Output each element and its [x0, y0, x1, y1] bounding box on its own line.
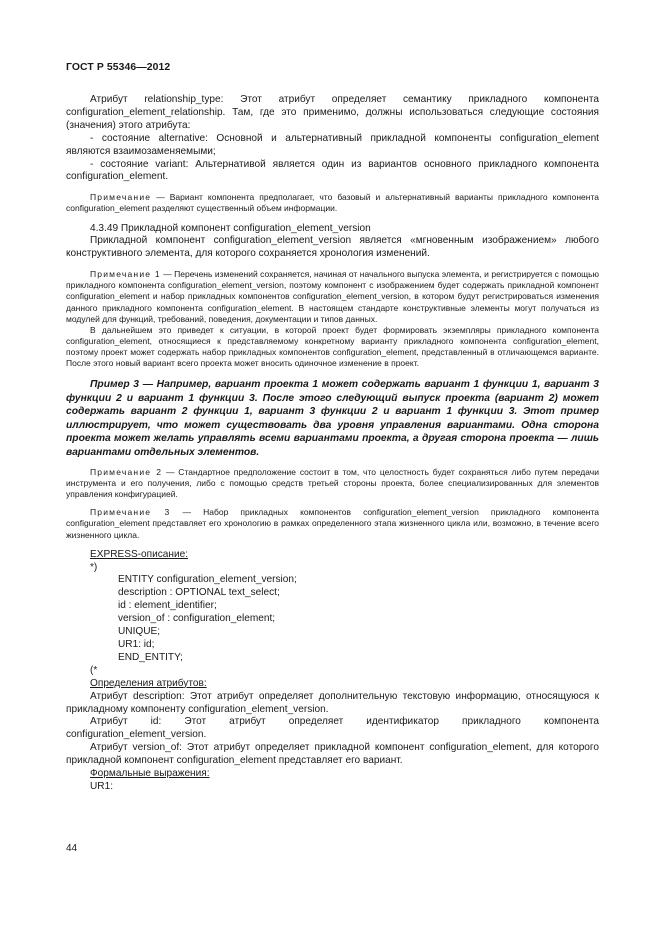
note-text: — Вариант компонента предполагает, что базовый и альтернативный варианты прикладного компонента configuration_element разделяют существенный объем информации. [66, 192, 599, 214]
code-line: UR1: id; [118, 639, 155, 650]
attr-heading [66, 678, 599, 691]
express-heading [66, 549, 599, 562]
note-2 [66, 467, 599, 500]
standard-header: ГОСТ Р 55346—2012 [66, 62, 171, 73]
formal-heading [66, 768, 599, 781]
note-3 [66, 507, 599, 540]
note-1-continuation: В дальнейшем это приведет к ситуации, в которой проект будет формировать экземпляры прикладного компонента configuration_element, относящиеся к представляемому конкретному варианту прикладного компонента configuration_element, поэтому проект может содержать набор прикладных компонентов configuration_element, представленный в отличающемся варианте. После этого новый вариант всего проекта может вносить одиночное изменение в проект. [66, 324, 599, 368]
note-text: — Набор прикладных компонентов configuration_element_version прикладного компонента configuration_element представляет его хронологию в рамках определенного этапа жизненного цикла или, возможно, в течение всего жизненного цикла. [66, 507, 599, 540]
code-line: UNIQUE; [118, 626, 161, 638]
note-text: — Перечень изменений сохраняется, начиная от начального выпуска элемента, и регистрируется с помощью прикладного компонента configuration_element_version, поэтому компонент с изображением будет содержать прикладной компонент configuration_element и набор прикладных компонентов configuration_element_version, в котором будут регистрироваться изменения данного прикладного компонента configuration_element. В настоящем стандарте конструктивные элементы могут получаться из модулей для функций, требований, поведения, документации и типов данных. [66, 269, 599, 324]
code-line: version_of : configuration_element; [118, 613, 276, 625]
example-3: Пример 3 — Например, вариант проекта 1 может содержать вариант 1 функции 1, вариант 3 функции 2 и вариант 1 функции 3. После этого следующий выпуск проекта (вариант 2) может содержать вариант 2 функции 1, вариант 3 функции 2 и вариант 1 функции 3. Этот пример иллюстрирует, что может существовать два уровня управления вариантами. Одна сторона проекта может желать управлять всеми вариантами проекта, а другая сторона проекта — лишь вариантами отдельных элементов. [66, 379, 599, 458]
code-line: ENTITY configuration_element_version; [118, 574, 297, 586]
formal-heading-text: Формальные выражения: [90, 768, 210, 780]
express-close: (* [90, 664, 98, 676]
para-relationship-type: Атрибут relationship_type: Этот атрибут определяет семантику прикладного компонента configuration_element_relationship. Там, где это применимо, должны использоваться следующие состояния (значения) этого атрибута: [66, 94, 599, 131]
code-line: id : element_identifier; [118, 600, 217, 612]
note-label: Примечание 3 [90, 507, 171, 518]
express-heading-text: EXPRESS-описание: [90, 548, 189, 560]
note-label: Примечание 2 [90, 467, 163, 478]
item-alternative: - состояние alternative: Основной и альтернативный прикладной компоненты configuration_element являются взаимозаменяемыми; [66, 132, 599, 157]
page-content [66, 94, 599, 794]
note-label: Примечание [90, 192, 152, 203]
code-line: description : OPTIONAL text_select; [118, 587, 280, 599]
page-number: 44 [66, 843, 78, 854]
item-variant: - состояние variant: Альтернативой является один из вариантов основного прикладного компонента configuration_element. [66, 158, 599, 183]
attr-version-of: Атрибут version_of: Этот атрибут определяет прикладной компонент configuration_element, для которого прикладной компонент configuration_element представляет его вариант. [66, 742, 599, 767]
section-heading: 4.3.49 Прикладной компонент configuration_element_version [90, 222, 371, 234]
note-label: Примечание 1 [90, 269, 161, 280]
note-1 [66, 269, 599, 324]
attr-description: Атрибут description: Этот атрибут определяет дополнительную текстовую информацию, относящуюся к прикладному компоненту configuration_element_version. [66, 690, 599, 715]
code-line: END_ENTITY; [118, 651, 183, 663]
section-intro: Прикладной компонент configuration_element_version является «мгновенным изображением» любого конструктивного элемента, для которого сохраняется хронология изменений. [66, 235, 599, 260]
formal-ur1: UR1: [90, 780, 113, 792]
note-text: — Стандартное предположение состоит в том, что целостность будет сохраняться либо путем передачи инструмента и его получения, либо с помощью средств третьей стороны проекта, более специализированных для элементов управления конфигурацией. [66, 467, 599, 500]
attr-heading-text: Определения атрибутов: [90, 677, 207, 689]
attr-id: Атрибут id: Этот атрибут определяет идентификатор прикладного компонента configuration_element_version. [66, 716, 599, 741]
express-open: *) [90, 561, 98, 573]
note-variant [66, 192, 599, 214]
